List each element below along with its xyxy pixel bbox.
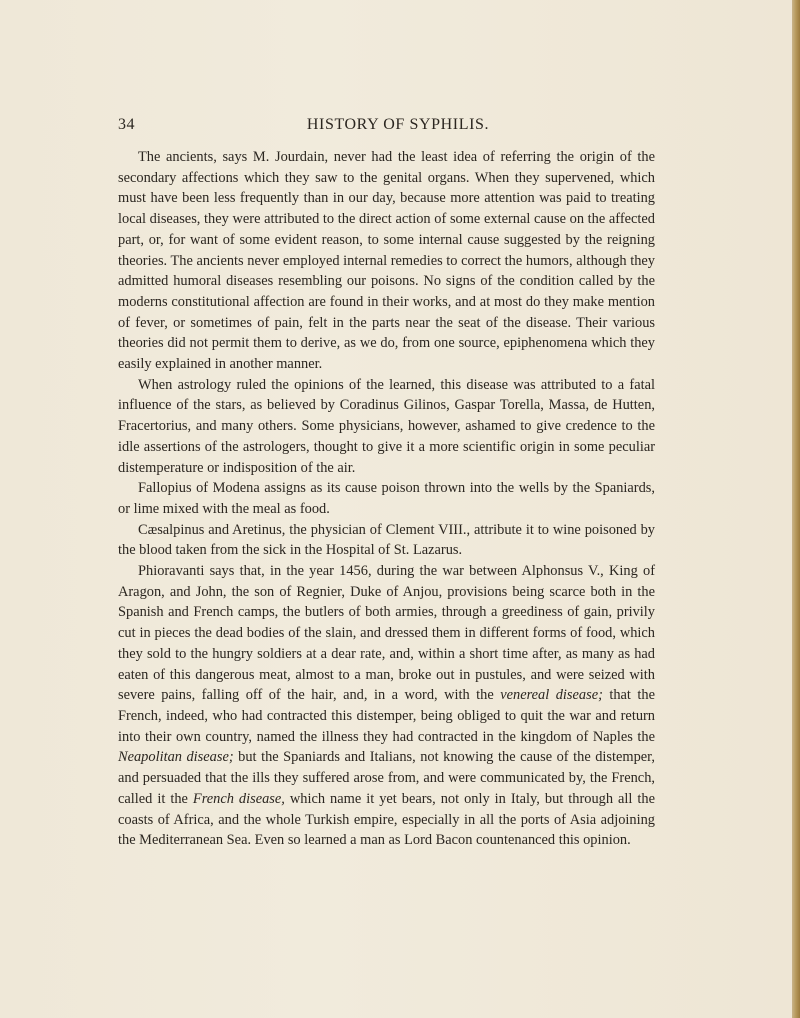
page-number: 34 xyxy=(118,116,135,133)
italic-term-venereal-disease: venereal disease; xyxy=(500,687,603,704)
page-title: HISTORY OF SYPHILIS. xyxy=(306,116,490,133)
italic-term-neapolitan-disease: Neapolitan disease; xyxy=(118,749,234,766)
body-text xyxy=(118,147,655,851)
paragraph-phioravanti xyxy=(118,561,655,851)
paragraph-text: but the Spaniards and Italians, not knowing the cause of the distemper, and persuaded that the ills they suffered arose from, and were communicated by, the French, called it the xyxy=(118,749,655,807)
italic-term-french-disease: French disease, xyxy=(192,790,285,807)
paragraph-astrology xyxy=(118,375,655,479)
page-edge xyxy=(792,0,800,1018)
paragraph-text: Fallopius of Modena assigns as its cause poison thrown into the wells by the Spaniards, or lime mixed with the meal as food. xyxy=(118,480,655,517)
paragraph-text: Cæsalpinus and Aretinus, the physician of Clement VIII., attribute it to wine poisoned by the blood taken from the sick in the Hospital of St. Lazarus. xyxy=(118,521,655,559)
paragraph-text: that the French, indeed, who had contracted this distemper, being obliged to quit the war and return into their own country, named the illness they had contracted in the kingdom of Naples the xyxy=(118,687,655,745)
paragraph-text: Phioravanti says that, in the year 1456, during the war between Alphonsus V., King of Aragon, and John, the son of Regnier, Duke of Anjou, provisions being scarce both in the Spanish and French camps, the butlers of both armies, through a greediness of gain, privily cut in pieces the dead bodies of the slain, and dressed them in different forms of food, which they sold to the hungry soldiers at a dear rate, and, within a short time after, as many as had eaten of this dangerous meat, almost to a man, broke out in pustules, and were seized with severe pains, falling off of the hair, and, in a word, with the xyxy=(118,563,655,704)
paragraph-text: When astrology ruled the opinions of the learned, this disease was attributed to a fatal influence of the stars, as believed by Coradinus Gilinos, Gaspar Torella, Massa, de Hutten, Fracertorius, and many others. Some physicians, however, ashamed to give credence to the idle assertions of the astrologers, thought to give it a more scientific origin in some peculiar distemperature or indisposition of the air. xyxy=(118,376,655,476)
paragraph-ancients xyxy=(118,147,655,375)
running-head xyxy=(118,116,678,138)
paragraph-text: The ancients, says M. Jourdain, never had the least idea of referring the origin of the secondary affections which they saw to the genital organs. When they supervened, which must have been less frequently than in our day, because more attention was paid to treating local diseases, they were attributed to the direct action of some external cause on the affected part, or, for want of some evident reason, to some internal cause suggested by the reigning theories. The ancients never employed internal remedies to correct the humors, although they admitted humoral diseases resembling our poisons. No signs of the condition called by the moderns constitutional affection are found in their works, and at most do they make mention of fever, or sometimes of pain, felt in the parts near the seat of the disease. Their various theories did not permit them to derive, as we do, from one source, epiphenomena which they easily explained in another manner. xyxy=(118,149,655,373)
paragraph-caesalpinus xyxy=(118,520,655,561)
paragraph-fallopius xyxy=(118,478,655,519)
paragraph-text: which name it yet bears, not only in Italy, but through all the coasts of Africa, and the whole Turkish empire, especially in all the ports of Asia adjoining the Mediterranean Sea. Even so learned a man as Lord Bacon countenanced this opinion. xyxy=(118,790,655,849)
